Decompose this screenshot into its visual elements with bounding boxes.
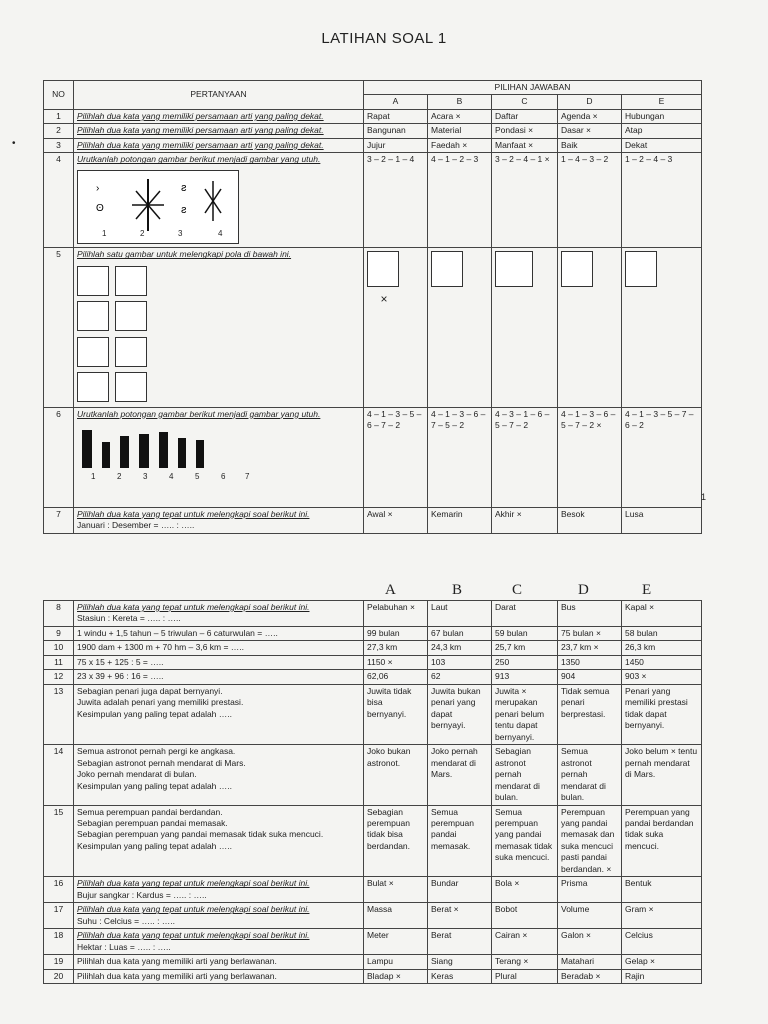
option-b: Faedah × [428,138,492,152]
option-a: 3 – 2 – 1 – 4 [364,153,428,248]
option-c: Bola × [492,877,558,903]
header-a: A [364,95,428,109]
option-figure [495,251,533,287]
option-d: 4 – 1 – 3 – 6 – 5 – 7 – 2 × [558,407,622,507]
option-d [558,248,622,407]
question-cell [74,153,364,248]
table-row [44,969,702,983]
pattern-cell [115,301,147,331]
question-table-2 [43,600,702,984]
row-number: 8 [44,601,74,627]
option-c: Akhir × [492,507,558,533]
question-subtext: Stasiun : Kereta = ….. : ….. [77,613,181,624]
question-subtext: Sebagian perempuan pandai memasak. [77,817,228,828]
option-c: 3 – 2 – 4 – 1 × [492,153,558,248]
option-e: Lusa [622,507,702,533]
question-text: 1 windu + 1,5 tahun – 5 triwulan – 6 caturwulan = ….. [74,626,364,640]
table-row [44,684,702,744]
fig6-label-6: 6 [221,472,226,482]
row-number: 3 [44,138,74,152]
option-b: Juwita bukan penari yang dapat bernyayi. [428,684,492,744]
option-e: Dekat [622,138,702,152]
question-text: Sebagian penari juga dapat bernyanyi. [77,685,223,696]
header-c: C [492,95,558,109]
question-text: Pilihlah satu gambar untuk melengkapi pola di bawah ini. [77,249,292,260]
option-b: 67 bulan [428,626,492,640]
option-d: Besok [558,507,622,533]
option-d: 1350 [558,655,622,669]
option-e: Atap [622,124,702,138]
option-c: Daftar [492,109,558,123]
question-cell [74,507,364,533]
option-b: 103 [428,655,492,669]
option-c: 913 [492,670,558,684]
question-text: Pilihlah dua kata yang memiliki persamaan arti yang paling dekat. [74,109,364,123]
option-a [364,248,428,407]
pattern-cell [77,372,109,402]
svg-text:ƨ: ƨ [181,203,187,216]
option-figure [431,251,463,287]
option-a: Awal × [364,507,428,533]
option-a: 1150 × [364,655,428,669]
row-number: 10 [44,641,74,655]
option-c: Pondasi × [492,124,558,138]
option-c: Semua perempuan yang pandai memasak tidak suka mencuci. [492,805,558,877]
row-number: 6 [44,407,74,507]
option-e: Perempuan yang pandai berdandan tidak suka mencuci. [622,805,702,877]
row-number: 1 [44,109,74,123]
option-b: 4 – 1 – 2 – 3 [428,153,492,248]
fig6-label-1: 1 [91,472,96,482]
option-b: Siang [428,955,492,969]
row-number: 19 [44,955,74,969]
question-subtext: Joko pernah mendarat di bulan. [77,769,197,780]
question-text: Pilihlah dua kata yang tepat untuk melengkapi soal berikut ini. [77,930,310,941]
option-c: 4 – 3 – 1 – 6 – 5 – 7 – 2 [492,407,558,507]
option-b: Joko pernah mendarat di Mars. [428,745,492,805]
table-row [44,601,702,627]
table-row [44,929,702,955]
table-row [44,153,702,248]
fig6-label-3: 3 [143,472,148,482]
option-c [492,248,558,407]
table-row [44,670,702,684]
fig6-label-2: 2 [117,472,122,482]
question-cell [74,877,364,903]
question-cell [74,684,364,744]
option-e: Gram × [622,903,702,929]
question-text: Pilihlah dua kata yang tepat untuk melengkapi soal berikut ini. [77,878,310,889]
option-d: Beradab × [558,969,622,983]
option-e: 26,3 km [622,641,702,655]
option-c: Darat [492,601,558,627]
option-d: 75 bulan × [558,626,622,640]
option-a: Massa [364,903,428,929]
option-b: 24,3 km [428,641,492,655]
table-row [44,745,702,805]
handwritten-e: E [642,582,652,598]
option-b: Keras [428,969,492,983]
table-row [44,626,702,640]
option-a: Jujur [364,138,428,152]
fig4-label-2: 2 [140,228,145,238]
question-text: Pilihlah dua kata yang memiliki persamaan arti yang paling dekat. [74,138,364,152]
pattern-cell [115,337,147,367]
row-number: 13 [44,684,74,744]
question-text: 1900 dam + 1300 m + 70 hm – 3,6 km = ….. [74,641,364,655]
option-a: Bulat × [364,877,428,903]
option-b: 62 [428,670,492,684]
question-text: Semua astronot pernah pergi ke angkasa. [77,746,236,757]
question-cell [74,745,364,805]
option-e [622,248,702,407]
question-text: Semua perempuan pandai berdandan. [77,806,223,817]
question-text: Pilihlah dua kata yang tepat untuk melengkapi soal berikut ini. [77,602,310,612]
option-a: Pelabuhan × [364,601,428,627]
question-text: 75 x 15 + 125 : 5 = ….. [74,655,364,669]
question-cell [74,407,364,507]
fig4-label-1: 1 [102,228,107,238]
option-a: Meter [364,929,428,955]
option-b: 4 – 1 – 3 – 6 – 7 – 5 – 2 [428,407,492,507]
option-d: Baik [558,138,622,152]
option-e: Rajin [622,969,702,983]
handwritten-a: A [385,582,396,598]
option-a: 4 – 1 – 3 – 5 – 6 – 7 – 2 [364,407,428,507]
option-a: Lampu [364,955,428,969]
option-e: 4 – 1 – 3 – 5 – 7 – 6 – 2 [622,407,702,507]
option-b [428,248,492,407]
option-a: Bladap × [364,969,428,983]
table-row [44,641,702,655]
option-e: Celcius [622,929,702,955]
handwritten-b: B [452,582,463,598]
page-number: 1 [700,492,706,502]
option-a: Bangunan [364,124,428,138]
table-row [44,655,702,669]
option-b: Laut [428,601,492,627]
option-a: 27,3 km [364,641,428,655]
question-text: 23 x 39 + 96 : 16 = ….. [74,670,364,684]
table-row [44,124,702,138]
table-row [44,507,702,533]
fig6-label-4: 4 [169,472,174,482]
row-number: 18 [44,929,74,955]
option-e: Bentuk [622,877,702,903]
option-c: 25,7 km [492,641,558,655]
option-c: 250 [492,655,558,669]
pattern-cell [115,372,147,402]
row-number: 15 [44,805,74,877]
option-d: Galon × [558,929,622,955]
option-c: Plural [492,969,558,983]
fig6-label-5: 5 [195,472,200,482]
option-d: Tidak semua penari berprestasi. [558,684,622,744]
question-subtext: Kesimpulan yang paling tepat adalah ….. [77,780,232,791]
question-subtext: Januari : Desember = ….. : ….. [77,520,195,531]
option-c: Sebagian astronot pernah mendarat di bulan. [492,745,558,805]
pattern-cell [77,301,109,331]
row-number: 16 [44,877,74,903]
answer-mark: × [380,291,388,306]
option-c: Juwita × merupakan penari belum tentu dapat bernyanyi. [492,684,558,744]
option-c: Terang × [492,955,558,969]
option-d: Perempuan yang pandai memasak dan suka mencuci pasti pandai berdandan. × [558,805,622,877]
header-d: D [558,95,622,109]
row-number: 17 [44,903,74,929]
option-d: 1 – 4 – 3 – 2 [558,153,622,248]
pattern-cell [77,266,109,296]
option-figure [625,251,657,287]
question-subtext: Hektar : Luas = ….. : ….. [77,941,171,952]
row-number: 14 [44,745,74,805]
handwritten-d: D [578,582,589,598]
pattern-cell [115,266,147,296]
option-d: Bus [558,601,622,627]
option-e: 903 × [622,670,702,684]
pattern-grid [77,264,187,406]
option-c: Bobot [492,903,558,929]
option-b: Bundar [428,877,492,903]
svg-text:›: › [96,182,100,194]
question-text: Pilihlah dua kata yang memiliki arti yang berlawanan. [74,969,364,983]
header-options: PILIHAN JAWABAN [364,81,702,95]
question-table-1 [43,80,702,534]
row-number: 12 [44,670,74,684]
question-text: Pilihlah dua kata yang tepat untuk melengkapi soal berikut ini. [77,904,310,915]
handwritten-c: C [512,582,523,598]
option-a: 99 bulan [364,626,428,640]
option-b: Material [428,124,492,138]
option-b: Semua perempuan pandai memasak. [428,805,492,877]
option-c: 59 bulan [492,626,558,640]
option-b: Berat × [428,903,492,929]
option-e: Joko belum × tentu pernah mendarat di Mars. [622,745,702,805]
question-subtext: Sebagian perempuan yang pandai memasak tidak suka mencuci. [77,829,324,840]
table-row [44,877,702,903]
table-row [44,903,702,929]
fig4-label-4: 4 [218,228,223,238]
option-e: Gelap × [622,955,702,969]
option-b: Acara × [428,109,492,123]
question-cell [74,805,364,877]
row-number: 2 [44,124,74,138]
option-a: Juwita tidak bisa bernyanyi. [364,684,428,744]
table-row [44,407,702,507]
table-row [44,109,702,123]
question-text: Pilihlah dua kata yang memiliki persamaan arti yang paling dekat. [74,124,364,138]
option-d: Matahari [558,955,622,969]
option-figure [561,251,593,287]
option-e: Penari yang memiliki prestasi tidak dapat bernyanyi. [622,684,702,744]
question-cell [74,929,364,955]
question-text: Pilihlah dua kata yang tepat untuk melengkapi soal berikut ini. [77,508,310,519]
question-subtext: Kesimpulan yang paling tepat adalah ….. [77,708,232,719]
row-number: 5 [44,248,74,407]
fig4-label-3: 3 [178,228,183,238]
option-d: Prisma [558,877,622,903]
question-subtext: Bujur sangkar : Kardus = ….. : ….. [77,889,207,900]
question-subtext: Juwita adalah penari yang memiliki prestasi. [77,697,244,708]
table-row [44,248,702,407]
option-e: 1450 [622,655,702,669]
question-cell [74,248,364,407]
option-c: Manfaat × [492,138,558,152]
header-b: B [428,95,492,109]
option-a: 62,06 [364,670,428,684]
option-e: 58 bulan [622,626,702,640]
fig6-label-7: 7 [245,472,250,482]
row-number: 7 [44,507,74,533]
puzzle-figure-6 [77,430,267,470]
question-text: Urutkanlah potongan gambar berikut menjadi gambar yang utuh. [77,408,321,419]
question-subtext: Sebagian astronot pernah mendarat di Mars. [77,757,246,768]
puzzle-figure-4 [77,170,239,244]
page-title: LATIHAN SOAL 1 [321,30,447,47]
question-text: Urutkanlah potongan gambar berikut menjadi gambar yang utuh. [77,154,321,165]
option-a: Sebagian perempuan tidak bisa berdandan. [364,805,428,877]
option-e: Hubungan [622,109,702,123]
margin-mark: • [12,138,16,149]
question-text: Pilihlah dua kata yang memiliki arti yang berlawanan. [74,955,364,969]
question-subtext: Kesimpulan yang paling tepat adalah ….. [77,840,232,851]
table-row [44,138,702,152]
option-a: Rapat [364,109,428,123]
question-cell [74,903,364,929]
option-d: Volume [558,903,622,929]
question-subtext: Suhu : Celcius = ….. : ….. [77,915,176,926]
option-figure [367,251,399,287]
header-question: PERTANYAAN [74,81,364,110]
svg-text:ʘ: ʘ [96,202,104,214]
option-a: Joko bukan astronot. [364,745,428,805]
option-b: Berat [428,929,492,955]
option-b: Kemarin [428,507,492,533]
option-e: 1 – 2 – 4 – 3 [622,153,702,248]
option-d: Semua astronot pernah mendarat di bulan. [558,745,622,805]
option-c: Cairan × [492,929,558,955]
option-e: Kapal × [622,601,702,627]
row-number: 4 [44,153,74,248]
row-number: 11 [44,655,74,669]
option-d: Agenda × [558,109,622,123]
pattern-cell [77,337,109,367]
question-cell [74,601,364,627]
option-d: 904 [558,670,622,684]
svg-text:ƨ: ƨ [181,181,187,194]
row-number: 9 [44,626,74,640]
option-d: Dasar × [558,124,622,138]
table-row [44,955,702,969]
header-no: NO [44,81,74,110]
row-number: 20 [44,969,74,983]
table-row [44,805,702,877]
header-e: E [622,95,702,109]
option-d: 23,7 km × [558,641,622,655]
